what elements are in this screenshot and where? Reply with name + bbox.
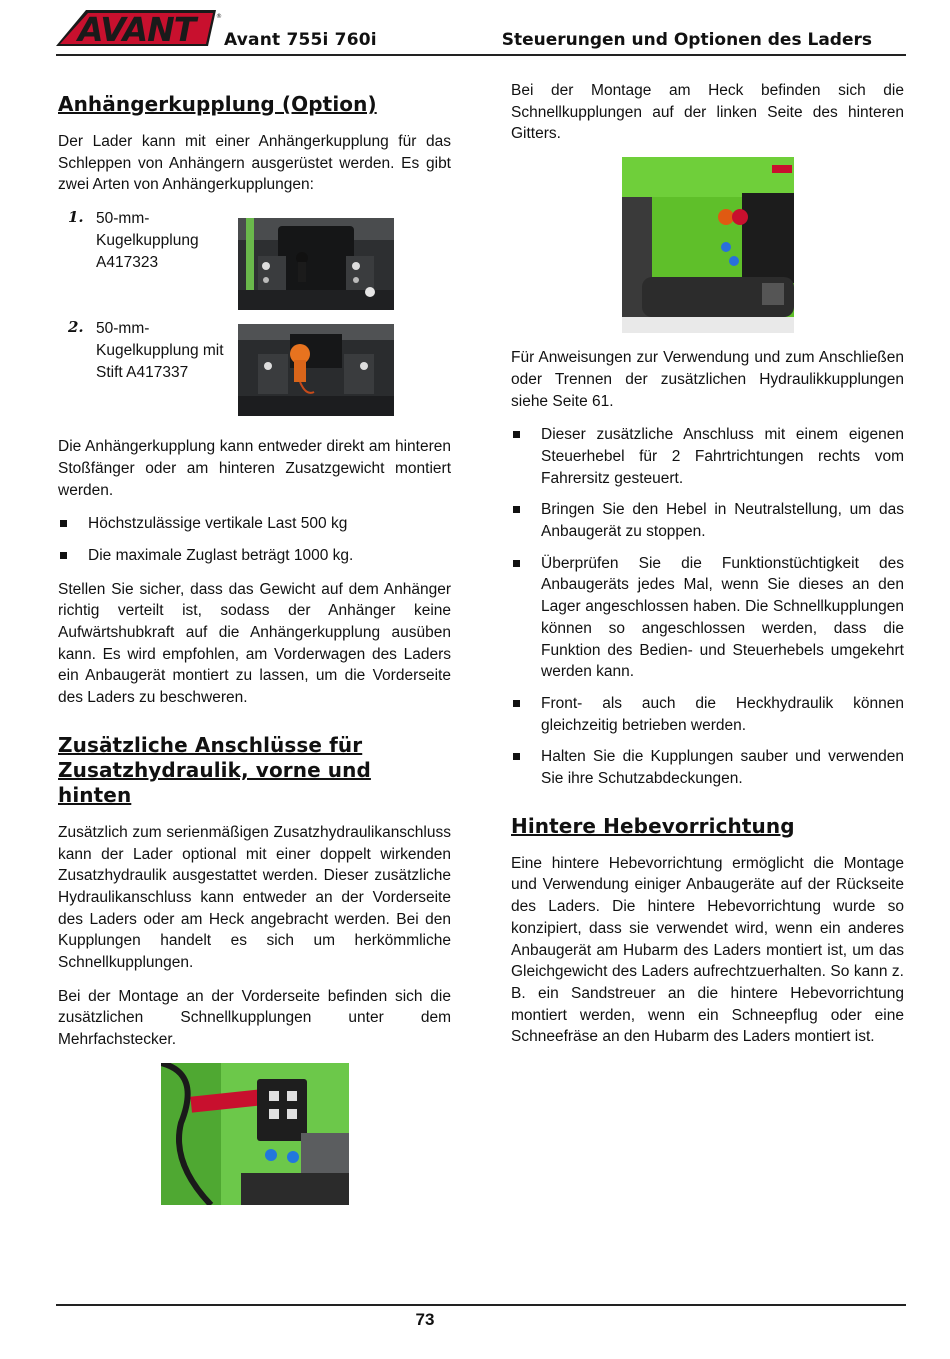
paragraph: Eine hintere Hebevorrichtung ermöglicht die Montage und Verwendung einiger Anbaugeräte auf der Rückseite des Laders. Die hintere Hebevorrichtung wurde so konzipiert, dass sie verwendet wird, wenn ein anderes Anbaugerät am Hubarm des Laders montiert ist, um das Gleichgewicht des Laders aufrechtzuerhalten. So kann z. B. ein Sandstreuer an die hintere Hebevorrichtung montiert werden, wenn ein Schneepflug oder eine Schneefräse an den Hubarm des Laders montiert ist. bbox=[511, 854, 904, 1046]
paragraph: Der Lader kann mit einer Anhängerkupplung für das Schleppen von Anhängern ausgerüstet werden. Es gibt zwei Arten von Anhängerkupplungen: bbox=[58, 133, 451, 194]
model-name: Avant 755i 760i bbox=[224, 30, 377, 50]
bullet-item: Front- als auch die Heckhydraulik können gleichzeitig betrieben werden. bbox=[511, 693, 904, 736]
ball-coupling-with-pin-photo bbox=[238, 324, 394, 416]
bullet-list bbox=[511, 424, 904, 790]
heading-hintere-hebevorrichtung: Hintere Hebevorrichtung bbox=[511, 813, 795, 838]
bullet-item: Halten Sie die Kupplungen sauber und verwenden Sie ihre Schutzabdeckungen. bbox=[511, 746, 904, 789]
list-item bbox=[58, 208, 451, 318]
page-header bbox=[56, 8, 906, 56]
left-column bbox=[58, 80, 451, 1219]
paragraph: Die Anhängerkupplung kann entweder direkt am hinteren Stoßfänger oder am hinteren Zusatzgewicht montiert werden. bbox=[58, 438, 451, 499]
svg-text:®: ® bbox=[216, 13, 222, 20]
ball-coupling-photo bbox=[238, 218, 394, 310]
paragraph: Für Anweisungen zur Verwendung und zum Anschließen oder Trennen der zusätzlichen Hydraulikkupplungen siehe Seite 61. bbox=[511, 349, 904, 410]
heading-anhaengerkupplung: Anhängerkupplung (Option) bbox=[58, 92, 377, 116]
bullet-item: Bringen Sie den Hebel in Neutralstellung, um das Anbaugerät zu stoppen. bbox=[511, 499, 904, 542]
list-number: 1. bbox=[68, 208, 84, 227]
right-column bbox=[511, 80, 904, 1060]
section-title: Steuerungen und Optionen des Laders bbox=[501, 30, 872, 50]
list-number: 2. bbox=[68, 318, 84, 337]
bullet-item: Überprüfen Sie die Funktionstüchtigkeit des Anbaugeräts jedes Mal, wenn Sie dieses an den Lager angeschlossen haben. Die Schnellkupplungen können so angeschlossen werden, dass die Funktion des Bedien- und Steuerhebels umgekehrt werden kann. bbox=[511, 553, 904, 683]
paragraph: Bei der Montage am Heck befinden sich die Schnellkupplungen auf der linken Seite des hinteren Gitters. bbox=[511, 82, 904, 143]
front-hydraulics-photo bbox=[161, 1063, 349, 1205]
footer-rule bbox=[56, 1304, 906, 1306]
heading-line: Zusatzhydraulik, vorne und hinten bbox=[58, 757, 371, 807]
page-number: 73 bbox=[415, 1310, 435, 1329]
bullet-item: Die maximale Zuglast beträgt 1000 kg. bbox=[58, 545, 451, 567]
paragraph: Stellen Sie sicher, dass das Gewicht auf dem Anhänger richtig verteilt ist, sodass der Anhänger keine Aufwärtshubkraft auf die Anhängerkupplung ausüben kann. Es wird empfohlen, am Vorderwagen des Laders ein Anbaugerät montiert zu lassen, um die Vorderseite des Laders zu beschweren. bbox=[58, 580, 451, 707]
coupling-list bbox=[58, 208, 451, 428]
list-text: 50-mm-Kugelkupplung mit Stift A417337 bbox=[96, 320, 224, 381]
paragraph: Bei der Montage an der Vorderseite befinden sich die zusätzlichen Schnellkupplungen unter dem Mehrfachstecker. bbox=[58, 987, 451, 1049]
bullet-item: Höchstzulässige vertikale Last 500 kg bbox=[58, 513, 451, 535]
bullet-item: Dieser zusätzliche Anschluss mit einem eigenen Steuerhebel für 2 Fahrtrichtungen rechts vom Fahrersitz gesteuert. bbox=[511, 424, 904, 489]
svg-text:AVANT: AVANT bbox=[78, 10, 196, 48]
avant-logo bbox=[56, 8, 222, 48]
heading-zusatzhydraulik bbox=[58, 733, 451, 808]
rear-hydraulics-photo bbox=[622, 157, 794, 333]
list-text: 50-mm-Kugelkupplung A417323 bbox=[96, 210, 199, 271]
paragraph: Zusätzlich zum serienmäßigen Zusatzhydraulikanschluss kann der Lader optional mit einer doppelt wirkenden Zusatzhydraulik ausgestattet werden. Dieser zusätzliche Hydraulikanschluss kann entweder an der Vorderseite des Laders oder am Heck angebracht werden. Bei den Kupplungen handelt es sich um herkömmliche Schnellkupplungen. bbox=[58, 823, 451, 972]
list-item bbox=[58, 318, 451, 428]
heading-line: Zusätzliche Anschlüsse für bbox=[58, 732, 363, 757]
bullet-list bbox=[58, 513, 451, 566]
